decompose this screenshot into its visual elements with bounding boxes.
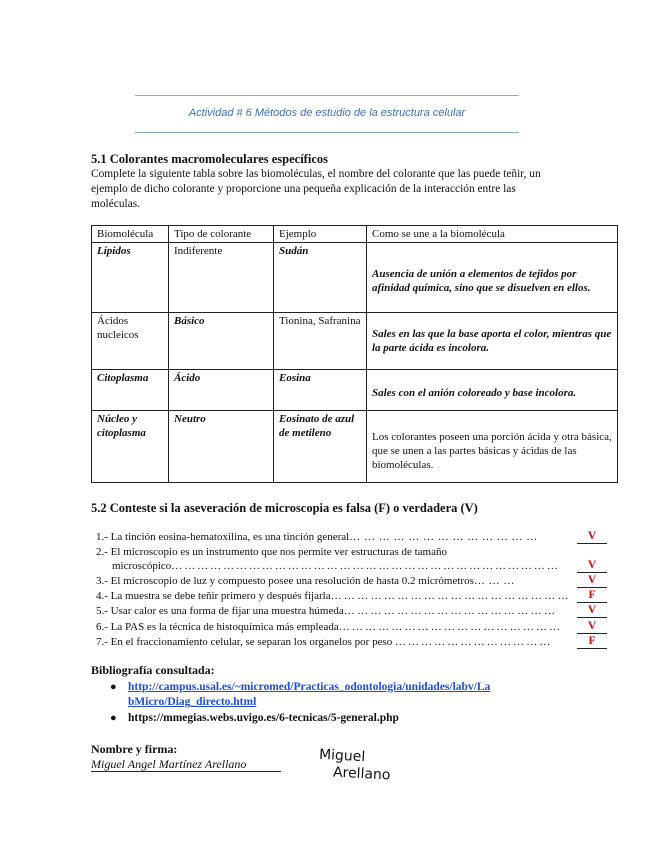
table-header-cell: Tipo de colorante [169, 226, 274, 243]
cell-dye-type: Neutro [169, 411, 274, 483]
cell-example: Eosina [274, 370, 367, 411]
question-item-cont [112, 559, 557, 573]
bullet-icon: ● [110, 712, 117, 724]
bibliography-heading: Bibliografía consultada: [91, 663, 215, 677]
answer-field: V [577, 604, 607, 618]
answer-field: V [577, 620, 607, 634]
answer-field: V [577, 559, 607, 573]
question-text: 6.- La PAS es la técnica de histoquímica más empleada [96, 621, 339, 633]
question-text: 4.- La muestra se debe teñir primero y después fijarla [96, 590, 331, 602]
activity-title: Actividad # 6 Métodos de estudio de la estructura celular [188, 107, 466, 119]
answer-field: F [577, 635, 607, 649]
question-item [96, 620, 560, 634]
question-dots: … … … … … … … … … … … … … … … … … [338, 621, 560, 633]
question-dots: … … … … … … … … … … … … … … … … [343, 605, 555, 617]
signatory-name: Miguel Angel Martínez Arellano [91, 757, 281, 772]
question-item [96, 574, 515, 588]
question-item [96, 604, 555, 618]
bibliography-link-line[interactable]: http://campus.usal.es/~micromed/Practicas_odontologia/unidades/labv/La [128, 681, 491, 693]
header-rule-top [135, 95, 519, 96]
cell-biomolecule: Citoplasma [92, 370, 169, 411]
cell-biomolecule: Ácidos nucleicos [92, 313, 169, 370]
table-header-cell: Ejemplo [274, 226, 367, 243]
question-dots: … … … … … … … … … … … … … … … … … … [330, 590, 569, 602]
table-header-cell: Como se une a la biomolécula [367, 226, 618, 243]
bullet-icon: ● [110, 681, 117, 693]
table-row [92, 411, 618, 483]
question-text: 5.- Usar calor es una forma de fijar una muestra húmeda [96, 605, 344, 617]
section-heading-5-2: 5.2 Conteste si la aseveración de microscopia es falsa (F) o verdadera (V) [91, 501, 478, 515]
section-intro [91, 167, 611, 212]
cell-dye-type: Ácido [169, 370, 274, 411]
answer-field: F [577, 589, 607, 603]
question-dots: … … … [473, 575, 515, 587]
handwritten-signature: Arellano [332, 764, 391, 784]
table-header-cell: Biomolécula [92, 226, 169, 243]
question-dots: … … … … … … … … … … … … … [349, 531, 538, 543]
question-text: 7.- En el fraccionamiento celular, se separan los organelos por peso [96, 636, 393, 648]
cell-biomolecule: Núcleo y citoplasma [92, 411, 169, 483]
cell-example: Eosinato de azul de metileno [274, 411, 367, 483]
question-text: 2.- El microscopio es un instrumento que nos permite ver estructuras de tamaño [96, 546, 447, 558]
cell-binding: Ausencia de unión a elementos de tejidos por afinidad química, sino que se disuelven en ellos. [367, 243, 618, 313]
cell-binding: Sales en las que la base aporta el color, mientras que la parte ácida es incolora. [367, 313, 618, 370]
question-text: 3.- El microscopio de luz y compuesto posee una resolución de hasta 0.2 micrómetros [96, 575, 474, 587]
cell-biomolecule: Lípidos [92, 243, 169, 313]
question-item [96, 635, 550, 649]
cell-binding: Sales con el anión coloreado y base incolora. [367, 370, 618, 411]
table-row [92, 370, 618, 411]
answer-field: V [577, 530, 607, 544]
cell-dye-type: Indiferente [169, 243, 274, 313]
answer-field: V [577, 574, 607, 588]
question-text: 1.- La tinción eosina-hematoxilina, es una tinción general [96, 531, 350, 543]
section-heading-5-1: 5.1 Colorantes macromoleculares específicos [91, 152, 328, 166]
handwritten-signature: Miguel [318, 746, 366, 766]
bibliography-link[interactable] [128, 680, 490, 710]
intro-line: ejemplo de dicho colorante y proporcione una pequeña explicación de la interacción entre las [91, 183, 516, 195]
signature-label: Nombre y firma: [91, 742, 178, 756]
bibliography-link-line[interactable]: bMicro/Diag_directo.html [128, 696, 257, 708]
table-row [92, 313, 618, 370]
intro-line: Complete la siguiente tabla sobre las biomoléculas, el nombre del colorante que las puede teñir, un [91, 168, 541, 180]
table-row [92, 243, 618, 313]
question-dots: … … … … … … … … … … … … … … … … … … … … … … … … … … … … … … [171, 560, 558, 572]
cell-binding: Los colorantes poseen una porción ácida y otra básica, que se unen a las partes básicas y ácidas de las biomoléculas. [367, 411, 618, 483]
question-item [96, 589, 568, 603]
cell-example: Sudán [274, 243, 367, 313]
question-item [96, 530, 538, 544]
question-item [96, 545, 447, 559]
cell-example: Tionina, Safranina [274, 313, 367, 370]
header-rule-bottom [135, 132, 519, 133]
question-text: microscópico [112, 560, 172, 572]
intro-line: moléculas. [91, 198, 141, 210]
cell-dye-type: Básico [169, 313, 274, 370]
biomolecule-table [91, 225, 618, 483]
table-header-row [92, 226, 618, 243]
bibliography-item: https://mmegias.webs.uvigo.es/6-tecnicas/5-general.php [128, 712, 399, 724]
question-dots: … … … … … … … … … … … … [392, 636, 551, 648]
